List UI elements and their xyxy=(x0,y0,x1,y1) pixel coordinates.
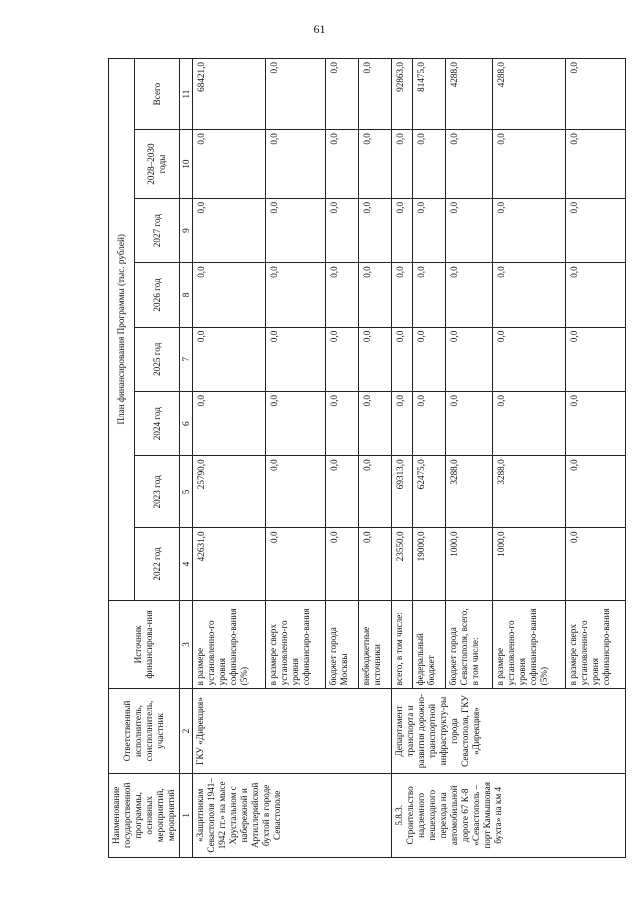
header-year: 2026 год xyxy=(135,263,180,327)
value-cell: 0,0 xyxy=(326,391,359,455)
value-cell: 42631,0 xyxy=(193,528,266,600)
value-cell: 0,0 xyxy=(565,391,625,455)
value-cell: 0,0 xyxy=(266,130,326,199)
value-cell: 0,0 xyxy=(565,198,625,262)
value-cell: 0,0 xyxy=(565,263,625,327)
value-cell: 62475,0 xyxy=(413,456,446,528)
value-cell: 0,0 xyxy=(446,391,492,455)
value-cell: 0,0 xyxy=(392,263,413,327)
total-cell: 0,0 xyxy=(359,59,392,130)
value-cell: 0,0 xyxy=(266,198,326,262)
financing-source: внебюджетные источники xyxy=(359,600,392,689)
header-plan: План финансирования Программы (тыс. рублей) xyxy=(109,59,135,601)
value-cell: 0,0 xyxy=(359,327,392,391)
value-cell: 0,0 xyxy=(359,263,392,327)
responsible-executor: ГКУ «Дирекция» xyxy=(193,689,392,773)
value-cell: 0,0 xyxy=(446,263,492,327)
value-cell: 0,0 xyxy=(326,130,359,199)
index-cell: 1 xyxy=(180,773,193,857)
total-cell: 92863,0 xyxy=(392,59,413,130)
value-cell: 0,0 xyxy=(193,391,266,455)
financing-source: в размере установленно-го уровня софинансиро-вания (5%) xyxy=(193,600,266,689)
value-cell: 0,0 xyxy=(392,130,413,199)
financing-source: в размере установленно-го уровня софинансиро-вания (5%) xyxy=(492,600,565,689)
value-cell: 0,0 xyxy=(446,130,492,199)
value-cell: 69313,0 xyxy=(392,456,413,528)
value-cell: 0,0 xyxy=(392,198,413,262)
value-cell: 0,0 xyxy=(413,263,446,327)
value-cell: 0,0 xyxy=(413,198,446,262)
page-number: 61 xyxy=(313,22,326,36)
value-cell: 0,0 xyxy=(326,327,359,391)
measure-name: 5.8.3. Строительство надземного пешеходного перехода на автомобильной дороге 67 К-8 «Севастополь – порт Камышовая бухта» на км 4 xyxy=(392,773,626,857)
header-source: Источник финансирова-ния xyxy=(109,600,180,689)
total-cell: 0,0 xyxy=(326,59,359,130)
value-cell: 0,0 xyxy=(565,327,625,391)
total-cell: 4288,0 xyxy=(492,59,565,130)
index-row xyxy=(180,59,193,858)
value-cell: 23550,0 xyxy=(392,528,413,600)
value-cell: 0,0 xyxy=(446,198,492,262)
value-cell: 1000,0 xyxy=(446,528,492,600)
header-name: Наименование государственной программы, основных мероприятий, мероприятий xyxy=(109,773,180,857)
index-cell: 7 xyxy=(180,327,193,391)
value-cell: 0,0 xyxy=(359,528,392,600)
value-cell: 0,0 xyxy=(359,130,392,199)
value-cell: 0,0 xyxy=(326,263,359,327)
value-cell: 0,0 xyxy=(492,391,565,455)
measure-name: «Защитникам Севастополя 1941–1942 гг.» на мысе Хрустальном с набережной и Артиллерийской бухтой в городе Севастополе xyxy=(193,773,392,857)
value-cell: 19000,0 xyxy=(413,528,446,600)
header-total: Всего xyxy=(135,59,180,130)
value-cell: 0,0 xyxy=(326,528,359,600)
index-cell: 3 xyxy=(180,600,193,689)
value-cell: 0,0 xyxy=(193,263,266,327)
value-cell: 0,0 xyxy=(326,198,359,262)
header-year: 2028–2030 годы xyxy=(135,130,180,199)
value-cell: 1000,0 xyxy=(492,528,565,600)
value-cell: 0,0 xyxy=(413,327,446,391)
index-cell: 2 xyxy=(180,689,193,773)
header-year: 2027 год xyxy=(135,198,180,262)
value-cell: 0,0 xyxy=(492,130,565,199)
index-cell: 10 xyxy=(180,130,193,199)
value-cell: 0,0 xyxy=(392,391,413,455)
table-row xyxy=(193,59,266,858)
value-cell: 0,0 xyxy=(266,263,326,327)
value-cell: 0,0 xyxy=(359,391,392,455)
value-cell: 0,0 xyxy=(193,327,266,391)
header-year: 2025 год xyxy=(135,327,180,391)
header-year: 2023 год xyxy=(135,456,180,528)
value-cell: 0,0 xyxy=(413,391,446,455)
financing-source: в размере сверх установленно-го уровня софинансиро-вания xyxy=(565,600,625,689)
value-cell: 0,0 xyxy=(193,130,266,199)
value-cell: 0,0 xyxy=(492,263,565,327)
total-cell: 4288,0 xyxy=(446,59,492,130)
value-cell: 0,0 xyxy=(492,198,565,262)
value-cell: 0,0 xyxy=(359,456,392,528)
header-year: 2024 год xyxy=(135,391,180,455)
financing-source: в размере сверх установленно-го уровня софинансиро-вания xyxy=(266,600,326,689)
value-cell: 0,0 xyxy=(392,327,413,391)
value-cell: 0,0 xyxy=(565,528,625,600)
rotated-table-container xyxy=(108,58,611,858)
value-cell: 0,0 xyxy=(266,528,326,600)
value-cell: 0,0 xyxy=(413,130,446,199)
value-cell: 0,0 xyxy=(266,456,326,528)
value-cell: 0,0 xyxy=(359,198,392,262)
value-cell: 0,0 xyxy=(193,198,266,262)
total-cell: 68421,0 xyxy=(193,59,266,130)
financing-source: федеральный бюджет xyxy=(413,600,446,689)
financing-source: бюджет города Севастополя, всего, в том числе: xyxy=(446,600,492,689)
value-cell: 0,0 xyxy=(266,391,326,455)
index-cell: 5 xyxy=(180,456,193,528)
index-cell: 4 xyxy=(180,528,193,600)
value-cell: 0,0 xyxy=(326,456,359,528)
value-cell: 0,0 xyxy=(565,130,625,199)
value-cell: 3288,0 xyxy=(492,456,565,528)
responsible-executor: Департамент транспорта и развития дорожно-транспортной инфраструкту-ры города Севастополя, ГКУ «Дирекция» xyxy=(392,689,626,773)
index-cell: 9 xyxy=(180,198,193,262)
total-cell: 81475,0 xyxy=(413,59,446,130)
financing-source: всего, в том числе: xyxy=(392,600,413,689)
index-cell: 11 xyxy=(180,59,193,130)
total-cell: 0,0 xyxy=(565,59,625,130)
value-cell: 0,0 xyxy=(266,327,326,391)
total-cell: 0,0 xyxy=(266,59,326,130)
header-year: 2022 год xyxy=(135,528,180,600)
value-cell: 0,0 xyxy=(492,327,565,391)
value-cell: 3288,0 xyxy=(446,456,492,528)
value-cell: 0,0 xyxy=(565,456,625,528)
header-responsible: Ответственный исполнитель, соисполнитель, участник xyxy=(109,689,180,773)
value-cell: 25790,0 xyxy=(193,456,266,528)
index-cell: 6 xyxy=(180,391,193,455)
financing-table xyxy=(108,58,626,858)
financing-source: бюджет города Москвы xyxy=(326,600,359,689)
value-cell: 0,0 xyxy=(446,327,492,391)
index-cell: 8 xyxy=(180,263,193,327)
table-row xyxy=(392,59,413,858)
